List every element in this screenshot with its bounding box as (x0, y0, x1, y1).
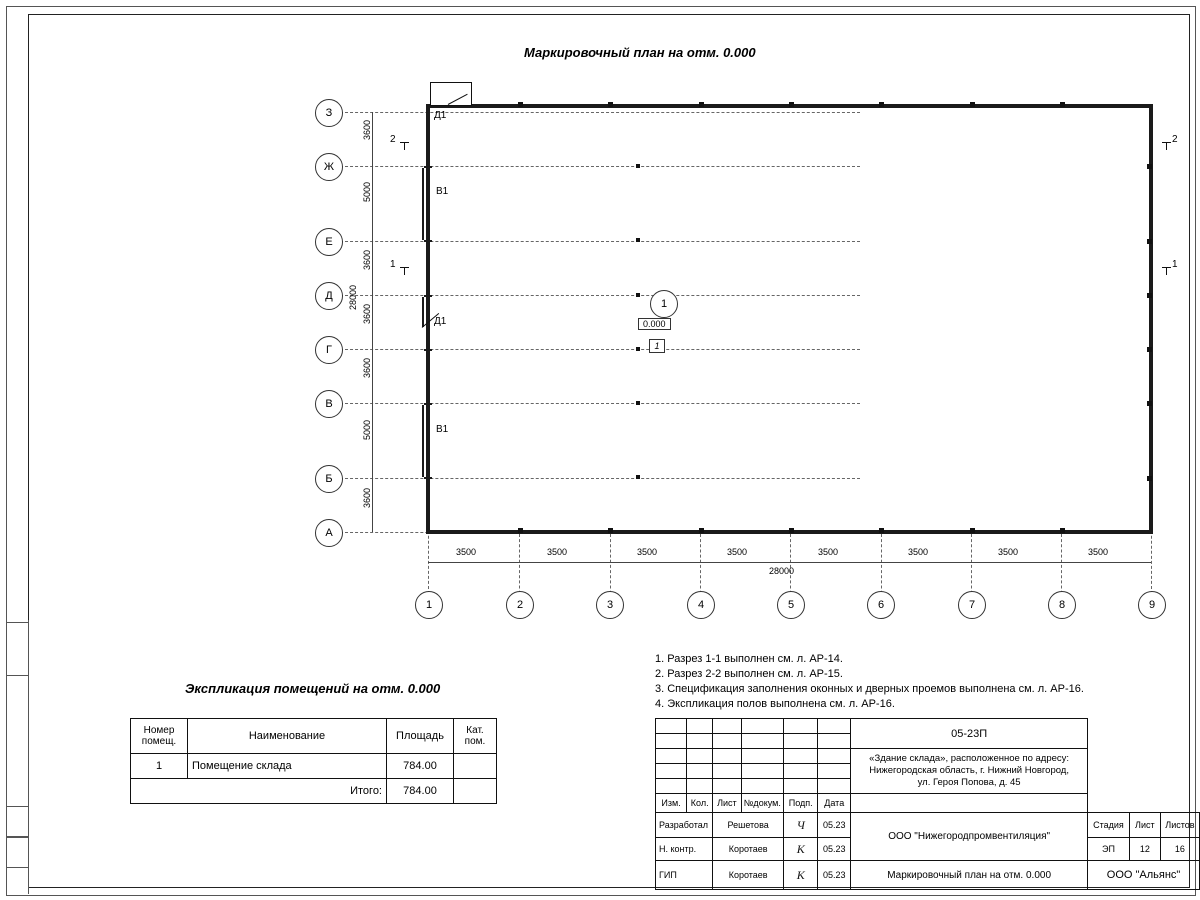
stage-value: ЭП (1088, 838, 1130, 861)
opening-mark (424, 166, 432, 168)
axis-bubble-number: 9 (1138, 591, 1166, 619)
axis-line-h (340, 241, 860, 242)
sheet-title: Маркировочный план на отм. 0.000 (851, 861, 1088, 890)
stamp-cell (713, 734, 741, 749)
stamp-cell (687, 779, 713, 794)
dim-h: 3500 (637, 547, 658, 557)
stamp-cell (784, 719, 818, 734)
column (699, 102, 704, 107)
stamp-columns-header (656, 794, 1200, 813)
table-total-row (131, 779, 497, 804)
column (1147, 164, 1152, 169)
object-description (851, 749, 1088, 794)
table-row (131, 754, 497, 779)
axis-line-h (340, 295, 860, 296)
stamp-cell (818, 749, 851, 764)
column (518, 102, 523, 107)
note-line: 3. Спецификация заполнения оконных и дверных проемов выполнена см. л. АР-16. (655, 683, 1084, 695)
stamp-cell (851, 794, 1088, 813)
object-line-1: «Здание склада», расположенное по адресу: (869, 753, 1070, 764)
section-cut-tick (404, 142, 405, 150)
stamp-cell (784, 749, 818, 764)
column (970, 102, 975, 107)
axis-line-h (340, 403, 860, 404)
col-header-izm: Изм. (656, 794, 687, 813)
left-margin-cell (6, 806, 28, 838)
section-mark-1: 1 (390, 259, 396, 270)
interior-column (636, 347, 640, 351)
axis-line-h (340, 112, 860, 113)
role-gip: ГИП (656, 861, 713, 890)
dim-h: 3500 (1088, 547, 1109, 557)
interior-column (636, 238, 640, 242)
dim-h: 3500 (818, 547, 839, 557)
stamp-cell (713, 749, 741, 764)
total-cat (454, 779, 497, 804)
list-label: Лист (1129, 813, 1160, 838)
total-label: Итого: (188, 779, 387, 804)
project-code: 05-23П (851, 719, 1088, 749)
signature-developer: Ч (784, 813, 818, 838)
dim-v: 5000 (362, 182, 372, 203)
date-developer: 05.23 (818, 813, 851, 838)
column (789, 528, 794, 533)
column (1147, 293, 1152, 298)
window-reveal (422, 405, 424, 477)
stamp-cell (818, 779, 851, 794)
axis-bubble-number: 7 (958, 591, 986, 619)
axis-line-h (340, 166, 860, 167)
column (789, 102, 794, 107)
dim-h: 3500 (727, 547, 748, 557)
opening-mark (424, 403, 432, 405)
axis-bubble-number: 8 (1048, 591, 1076, 619)
stamp-cell (713, 779, 741, 794)
note-line: 2. Разрез 2-2 выполнен см. л. АР-15. (655, 668, 843, 680)
stamp-blank-row (656, 719, 1200, 734)
level-mark: 0.000 (638, 318, 671, 330)
dim-h: 3500 (998, 547, 1019, 557)
column (1060, 528, 1065, 533)
dim-v: 3600 (362, 304, 372, 325)
floor-type-mark: 1 (649, 339, 665, 353)
window-tag: В1 (436, 424, 449, 435)
dim-h-total: 28000 (769, 566, 795, 576)
lists-value: 16 (1160, 838, 1199, 861)
column (970, 528, 975, 533)
company-name: ООО "Нижегородпромвентиляция" (851, 813, 1088, 861)
axis-bubble-letter: Е (315, 228, 343, 256)
signature-gip: К (784, 861, 818, 890)
note-line: 1. Разрез 1-1 выполнен см. л. АР-14. (655, 653, 843, 665)
stamp-cell (784, 734, 818, 749)
col-header-sign: Подп. (784, 794, 818, 813)
opening-mark (424, 240, 432, 242)
col-header-date: Дата (818, 794, 851, 813)
name-norm-control: Коротаев (713, 838, 784, 861)
dim-v: 3600 (362, 250, 372, 271)
col-header-name: Наименование (188, 719, 387, 754)
door-reveal (422, 297, 424, 327)
section-cut-tick (1166, 267, 1167, 275)
date-norm-control: 05.23 (818, 838, 851, 861)
name-developer: Решетова (713, 813, 784, 838)
axis-bubble-number: 5 (777, 591, 805, 619)
axis-bubble-letter: Д (315, 282, 343, 310)
opening-mark (424, 477, 432, 479)
window-reveal (422, 168, 424, 240)
dim-v: 3600 (362, 120, 372, 141)
stamp-cell (656, 779, 687, 794)
stamp-row-gip (656, 861, 1200, 890)
dim-chain-v (372, 112, 373, 532)
window-tag: В1 (436, 186, 449, 197)
column (699, 528, 704, 533)
stamp-cell (656, 719, 687, 734)
column (1060, 102, 1065, 107)
axis-bubble-letter: Ж (315, 153, 343, 181)
stamp-cell (818, 719, 851, 734)
section-mark-1: 1 (1172, 259, 1178, 270)
dim-v: 3600 (362, 488, 372, 509)
stamp-cell (741, 734, 783, 749)
axis-bubble-number: 6 (867, 591, 895, 619)
stamp-blank-row (656, 749, 1200, 764)
dim-v: 3600 (362, 358, 372, 379)
column (1147, 347, 1152, 352)
col-header-list: Лист (713, 794, 741, 813)
floor-plan (300, 90, 1178, 630)
cell-room-area: 784.00 (387, 754, 454, 779)
opening-mark (424, 295, 432, 297)
plan-title: Маркировочный план на отм. 0.000 (524, 45, 756, 60)
stamp-cell (784, 764, 818, 779)
opening-mark (424, 349, 432, 351)
stage-label: Стадия (1088, 813, 1130, 838)
room-number-bubble (650, 290, 678, 318)
dim-v: 5000 (362, 420, 372, 441)
date-gip: 05.23 (818, 861, 851, 890)
title-block (655, 718, 1200, 890)
name-gip: Коротаев (713, 861, 784, 890)
role-norm-control: Н. контр. (656, 838, 713, 861)
stamp-cell (741, 749, 783, 764)
organization: ООО "Альянс" (1088, 861, 1200, 890)
axis-bubble-number: 4 (687, 591, 715, 619)
stamp-cell (713, 764, 741, 779)
col-header-kol: Кол. (687, 794, 713, 813)
stamp-cell (741, 779, 783, 794)
axis-bubble-letter: А (315, 519, 343, 547)
dim-chain-h (428, 562, 1151, 563)
stamp-cell (656, 749, 687, 764)
cell-room-cat (454, 754, 497, 779)
lists-label: Листов (1160, 813, 1199, 838)
stamp-row-developer (656, 813, 1200, 838)
axis-bubble-letter: В (315, 390, 343, 418)
general-notes (655, 652, 1084, 712)
column (879, 102, 884, 107)
interior-column (636, 293, 640, 297)
stamp-cell (713, 719, 741, 734)
col-header-area: Площадь (387, 719, 454, 754)
col-header-number: Номер помещ. (131, 719, 188, 754)
axis-bubble-number: 3 (596, 591, 624, 619)
stamp-cell (741, 719, 783, 734)
axis-line-h (340, 349, 860, 350)
stamp-cell (687, 719, 713, 734)
axis-bubble-letter: Б (315, 465, 343, 493)
interior-column (636, 164, 640, 168)
note-line: 4. Экспликация полов выполнена см. л. АР-16. (655, 698, 895, 710)
column (1147, 401, 1152, 406)
interior-column (636, 475, 640, 479)
axis-bubble-letter: Г (315, 336, 343, 364)
col-header-doc: №докум. (741, 794, 783, 813)
axis-line-h (340, 478, 860, 479)
stamp-cell (784, 779, 818, 794)
column (518, 528, 523, 533)
column (879, 528, 884, 533)
stamp-cell (687, 734, 713, 749)
total-value: 784.00 (387, 779, 454, 804)
left-margin-cell (6, 836, 28, 868)
stamp-cell (687, 749, 713, 764)
dim-h: 3500 (908, 547, 929, 557)
section-cut-tick (1166, 142, 1167, 150)
dim-h: 3500 (456, 547, 477, 557)
axis-bubble-number: 1 (415, 591, 443, 619)
section-mark-2: 2 (1172, 134, 1178, 145)
object-line-3: ул. Героя Попова, д. 45 (917, 777, 1021, 788)
room-number: 1 (660, 298, 668, 310)
column (1147, 476, 1152, 481)
column (1147, 239, 1152, 244)
explication-title: Экспликация помещений на отм. 0.000 (185, 681, 441, 696)
role-developer: Разработал (656, 813, 713, 838)
left-margin-cell (6, 622, 28, 676)
explication-table (130, 718, 497, 804)
section-mark-2: 2 (390, 134, 396, 145)
stamp-cell (818, 764, 851, 779)
door-tag: Д1 (434, 316, 447, 327)
stamp-cell (656, 764, 687, 779)
list-value: 12 (1129, 838, 1160, 861)
column (608, 528, 613, 533)
section-cut-tick (404, 267, 405, 275)
door-tag: Д1 (434, 110, 447, 121)
signature-norm-control: К (784, 838, 818, 861)
stamp-cell (741, 764, 783, 779)
dim-v-total: 28000 (348, 285, 358, 311)
stamp-cell (818, 734, 851, 749)
interior-column (636, 401, 640, 405)
stamp-cell (656, 734, 687, 749)
col-header-cat: Кат. пом. (454, 719, 497, 754)
axis-bubble-number: 2 (506, 591, 534, 619)
column (608, 102, 613, 107)
total-spacer (131, 779, 188, 804)
cell-room-number: 1 (131, 754, 188, 779)
table-header-row (131, 719, 497, 754)
dim-h: 3500 (547, 547, 568, 557)
object-line-2: Нижегородская область, г. Нижний Новгород, (869, 765, 1069, 776)
cell-room-name: Помещение склада (188, 754, 387, 779)
stamp-cell (687, 764, 713, 779)
axis-bubble-letter: З (315, 99, 343, 127)
